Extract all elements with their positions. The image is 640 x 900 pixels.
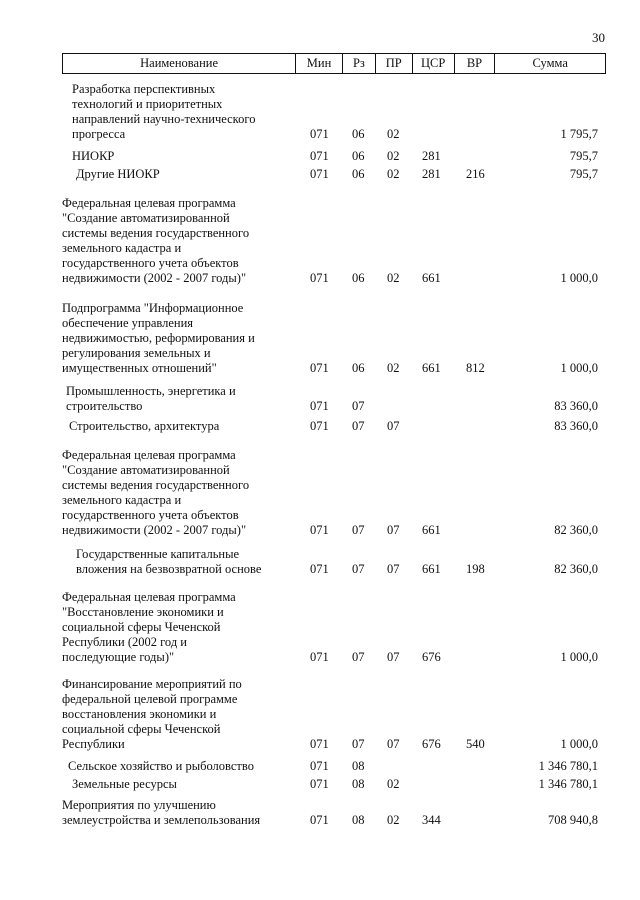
row-name: Мероприятия по улучшению землеустройства и землепользования <box>62 798 261 827</box>
row-min: 071 <box>310 167 329 181</box>
table-row <box>62 196 606 286</box>
row-pr: 02 <box>387 167 400 181</box>
row-sum: 83 360,0 <box>554 399 598 413</box>
row-pr: 02 <box>387 127 400 141</box>
header-sum: Сумма <box>494 54 605 73</box>
row-name: Промышленность, энергетика и строительство <box>66 384 236 413</box>
row-pr: 02 <box>387 271 400 285</box>
row-rz: 08 <box>352 777 365 791</box>
row-rz: 07 <box>352 737 365 751</box>
row-min: 071 <box>310 777 329 791</box>
row-min: 071 <box>310 127 329 141</box>
row-vr: 540 <box>466 737 485 751</box>
row-name: Подпрограмма "Информационное обеспечение управления недвижимостью, реформирования и регулирования земельных и имущественных отношений" <box>62 301 255 375</box>
page-number: 30 <box>592 30 605 45</box>
row-pr: 07 <box>387 419 400 433</box>
row-vr: 198 <box>466 562 485 576</box>
row-sum: 1 000,0 <box>560 271 598 285</box>
row-rz: 07 <box>352 399 365 413</box>
row-pr: 07 <box>387 523 400 537</box>
row-sum: 1 346 780,1 <box>538 759 598 773</box>
row-rz: 06 <box>352 167 365 181</box>
row-rz: 07 <box>352 562 365 576</box>
row-rz: 08 <box>352 759 365 773</box>
row-csr: 281 <box>422 149 441 163</box>
row-rz: 06 <box>352 271 365 285</box>
row-csr: 661 <box>422 562 441 576</box>
row-csr: 661 <box>422 271 441 285</box>
header-pr: ПР <box>375 54 412 73</box>
row-pr: 02 <box>387 777 400 791</box>
row-name: Разработка перспективных технологий и приоритетных направлений научно-технического прогресса <box>72 82 256 141</box>
row-name: Федеральная целевая программа "Восстановление экономики и социальной сферы Чеченской Республики (2002 год и последующие годы)" <box>62 590 236 664</box>
row-rz: 06 <box>352 361 365 375</box>
row-sum: 708 940,8 <box>548 813 598 827</box>
table-row <box>62 798 606 828</box>
row-min: 071 <box>310 523 329 537</box>
table-row <box>62 547 606 577</box>
table-row <box>62 777 606 792</box>
table-row <box>62 419 606 434</box>
row-sum: 1 000,0 <box>560 737 598 751</box>
row-name: Федеральная целевая программа "Создание автоматизированной системы ведения государственного земельного кадастра и государственного учета объектов недвижимости (2002 - 2007 годы)" <box>62 196 250 285</box>
row-min: 071 <box>310 737 329 751</box>
row-pr: 02 <box>387 813 400 827</box>
row-sum: 1 000,0 <box>560 650 598 664</box>
table-row <box>62 448 606 538</box>
table-row <box>62 167 606 182</box>
row-vr: 812 <box>466 361 485 375</box>
row-sum: 82 360,0 <box>554 523 598 537</box>
row-name: Финансирование мероприятий по федеральной целевой программе восстановления экономики и социальной сферы Чеченской Республики <box>62 677 242 751</box>
row-pr: 02 <box>387 149 400 163</box>
row-sum: 83 360,0 <box>554 419 598 433</box>
row-name: Другие НИОКР <box>76 167 160 181</box>
header-rz: Рз <box>342 54 375 73</box>
row-sum: 795,7 <box>569 149 598 163</box>
row-name: Государственные капитальные вложения на безвозвратной основе <box>76 547 262 576</box>
row-min: 071 <box>310 399 329 413</box>
table-row <box>62 149 606 164</box>
table-row <box>62 82 606 142</box>
row-pr: 07 <box>387 562 400 576</box>
row-csr: 344 <box>422 813 441 827</box>
row-csr: 676 <box>422 650 441 664</box>
header-min: Мин <box>295 54 342 73</box>
row-sum: 1 795,7 <box>560 127 598 141</box>
table-row <box>62 301 606 376</box>
row-rz: 08 <box>352 813 365 827</box>
row-vr: 216 <box>466 167 485 181</box>
header-csr: ЦСР <box>412 54 454 73</box>
header-vr: ВР <box>454 54 495 73</box>
row-csr: 661 <box>422 361 441 375</box>
row-pr: 07 <box>387 737 400 751</box>
row-min: 071 <box>310 361 329 375</box>
row-csr: 676 <box>422 737 441 751</box>
row-name: Земельные ресурсы <box>72 777 177 791</box>
row-min: 071 <box>310 149 329 163</box>
row-min: 071 <box>310 419 329 433</box>
table-row <box>62 759 606 774</box>
row-sum: 795,7 <box>569 167 598 181</box>
row-pr: 07 <box>387 650 400 664</box>
row-min: 071 <box>310 271 329 285</box>
row-min: 071 <box>310 759 329 773</box>
row-pr: 02 <box>387 361 400 375</box>
row-rz: 06 <box>352 127 365 141</box>
row-rz: 07 <box>352 523 365 537</box>
row-rz: 07 <box>352 650 365 664</box>
row-sum: 1 000,0 <box>560 361 598 375</box>
row-name: Федеральная целевая программа "Создание автоматизированной системы ведения государственного земельного кадастра и государственного учета объектов недвижимости (2002 - 2007 годы)" <box>62 448 250 537</box>
row-min: 071 <box>310 562 329 576</box>
row-name: НИОКР <box>72 149 115 163</box>
header-name: Наименование <box>140 56 218 70</box>
table-row <box>62 677 606 752</box>
table-row <box>62 384 606 414</box>
row-rz: 06 <box>352 149 365 163</box>
row-name: Строительство, архитектура <box>69 419 220 433</box>
row-min: 071 <box>310 650 329 664</box>
row-rz: 07 <box>352 419 365 433</box>
row-sum: 1 346 780,1 <box>538 777 598 791</box>
row-csr: 281 <box>422 167 441 181</box>
table-row <box>62 590 606 665</box>
row-min: 071 <box>310 813 329 827</box>
row-name: Сельское хозяйство и рыболовство <box>68 759 254 773</box>
row-csr: 661 <box>422 523 441 537</box>
table-header <box>62 53 606 74</box>
row-sum: 82 360,0 <box>554 562 598 576</box>
